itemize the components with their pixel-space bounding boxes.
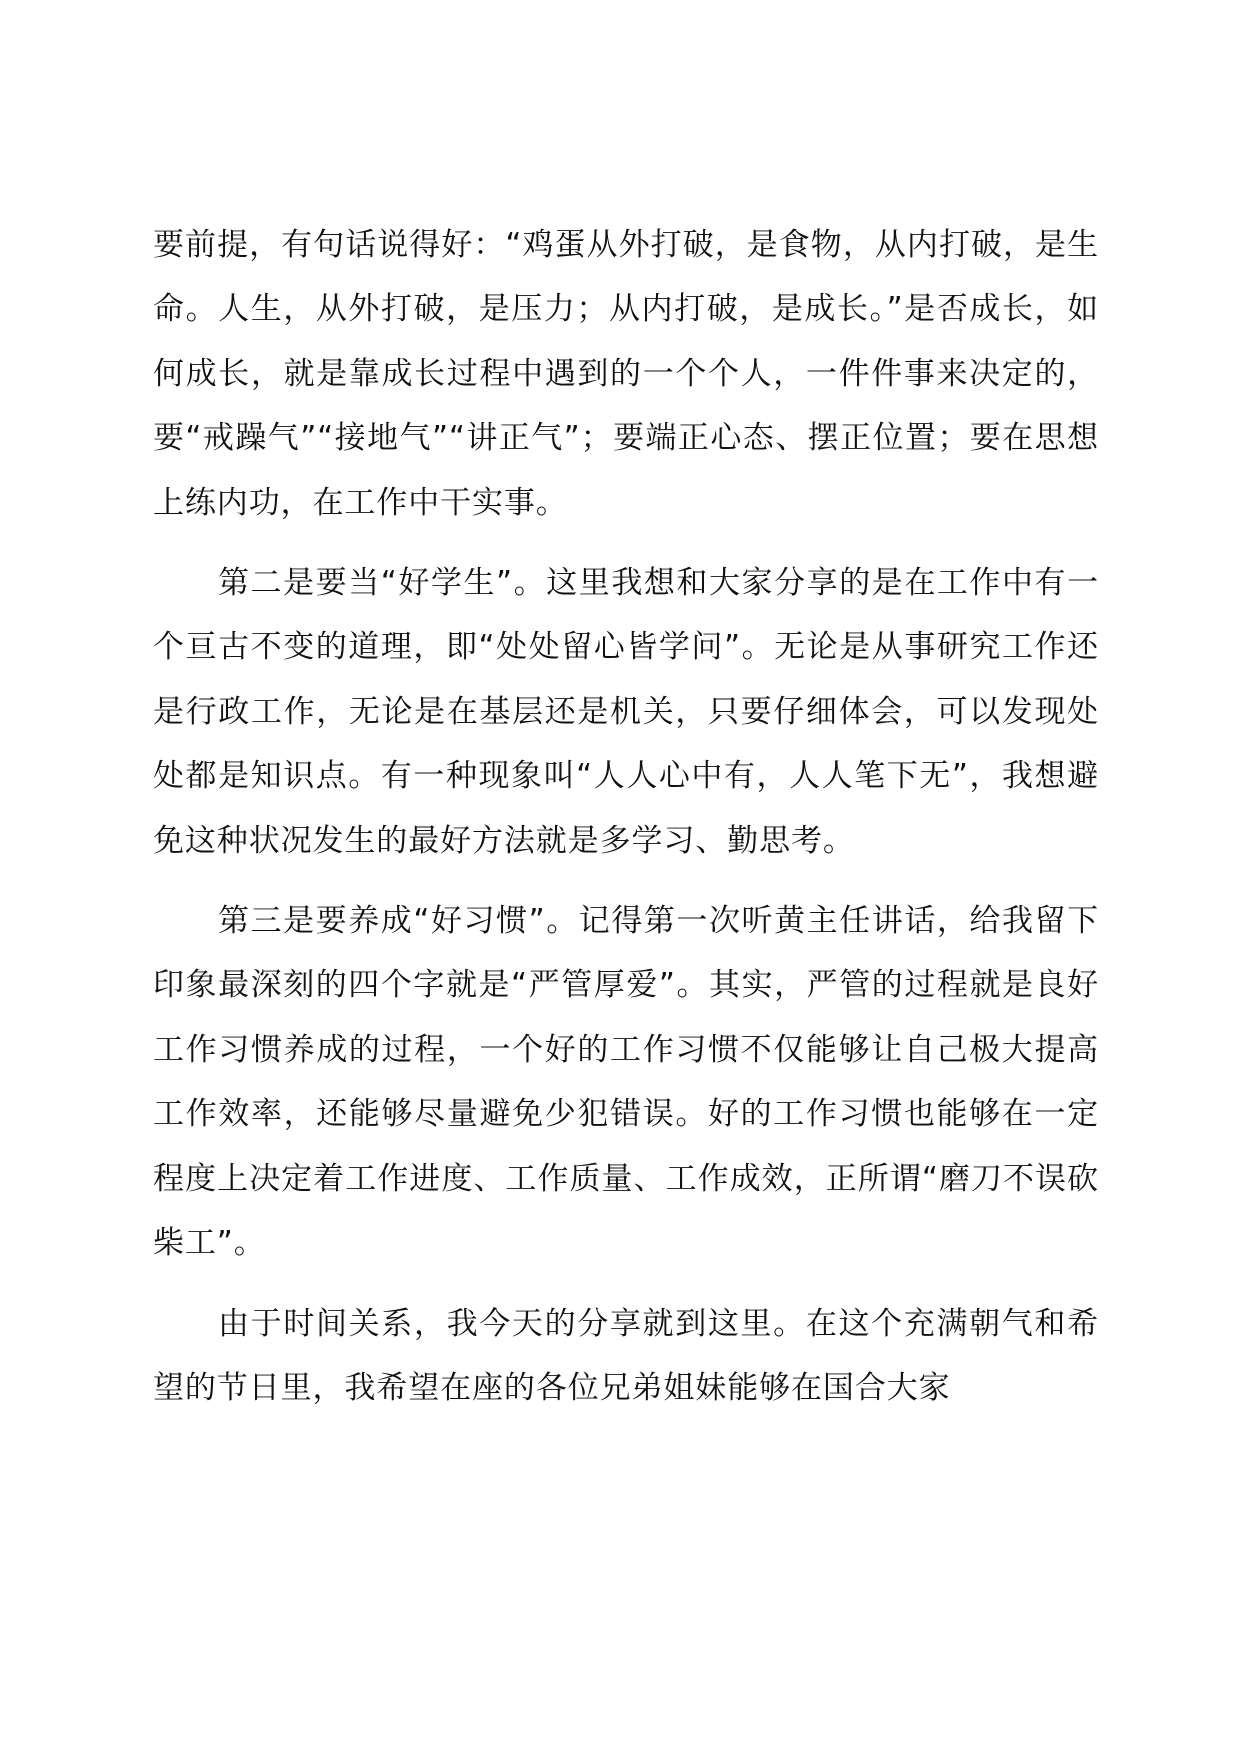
document-body [153, 213, 1099, 1436]
paragraph-closing: 由于时间关系，我今天的分享就到这里。在这个充满朝气和希望的节日里，我希望在座的各位兄弟姐妹能够在国合大家 [153, 1305, 1099, 1406]
paragraph-good-student: 第二是要当“好学生”。这里我想和大家分享的是在工作中有一个亘古不变的道理，即“处处留心皆学问”。无论是从事研究工作还是行政工作，无论是在基层还是机关，只要仔细体会，可以发现处处都是知识点。有一种现象叫“人人心中有，人人笔下无”，我想避免这种状况发生的最好方法就是多学习、勤思考。 [153, 565, 1099, 859]
paragraph-continuation: 要前提，有句话说得好：“鸡蛋从外打破，是食物，从内打破，是生命。人生，从外打破，是压力；从内打破，是成长。”是否成长，如何成长，就是靠成长过程中遇到的一个个人，一件件事来决定的，要“戒躁气”“接地气”“讲正气”；要端正心态、摆正位置；要在思想上练内功，在工作中干实事。 [153, 227, 1099, 521]
paragraph-good-habits: 第三是要养成“好习惯”。记得第一次听黄主任讲话，给我留下印象最深刻的四个字就是“严管厚爱”。其实，严管的过程就是良好工作习惯养成的过程，一个好的工作习惯不仅能够让自己极大提高工作效率，还能够尽量避免少犯错误。好的工作习惯也能够在一定程度上决定着工作进度、工作质量、工作成效，正所谓“磨刀不误砍柴工”。 [153, 903, 1099, 1262]
